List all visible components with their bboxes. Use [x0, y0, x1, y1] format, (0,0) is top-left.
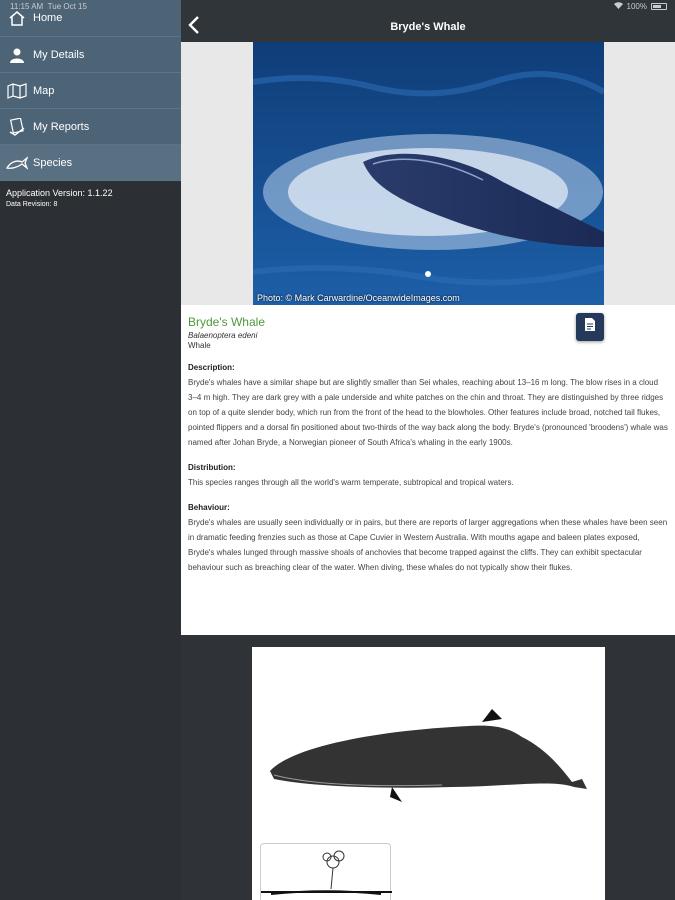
back-button[interactable]	[186, 16, 202, 38]
description-text: Bryde's whales have a similar shape but are slightly smaller than Sei whales, reaching about 13–16 m long. The blow rises in a cloud 3–4 m high. They are dark grey with a pale underside and white patches on the chin and throat. They are distinguished by three ridges on top of a quite slender body, which run from the front of the head to the blowholes. Other features include broad, notched tail flukes, pointed flippers and a dorsal fin positioned about two-thirds of the way back along the body. Bryde's (pronounced 'broodens') whale was named after Johan Bryde, a Norwegian pioneer of South Africa's whaling in the early 1900s.	[188, 378, 668, 447]
species-type: Whale	[188, 341, 211, 350]
data-revision: Data Revision: 8	[6, 201, 58, 208]
sidebar	[0, 0, 181, 900]
sidebar-item-label: Species	[33, 156, 73, 169]
description-section	[188, 363, 668, 450]
behaviour-text: Bryde's whales are usually seen individually or in pairs, but there are reports of larger aggregations when these whales have been seen in dramatic feeding frenzies such as those at Cape Cuvier in Western Australia. With mouths agape and baleen plates exposed, Bryde's whales lunged through massive shoals of anchovies that become trapped against the cliffs. They can exhibit spectacular behaviour such as breaching clear of the water. When diving, these whales do not typically show their flukes.	[188, 518, 668, 572]
carousel-dot[interactable]	[425, 271, 431, 277]
photo-carousel[interactable]	[181, 42, 675, 305]
status-time: 11:15 AM	[10, 2, 44, 11]
behaviour-section	[188, 503, 668, 575]
battery-percent: 100%	[626, 2, 647, 11]
status-bar	[0, 0, 675, 14]
wifi-icon	[614, 2, 623, 11]
sidebar-item-label: Map	[33, 84, 55, 97]
app-version: Application Version: 1.1.22	[6, 188, 113, 198]
version-info	[0, 181, 181, 215]
person-icon	[6, 45, 28, 65]
distribution-section	[188, 463, 668, 490]
whale-photo	[253, 42, 604, 305]
scientific-name: Balaenoptera edeni	[188, 331, 258, 340]
reports-icon	[6, 117, 28, 137]
sidebar-item-label: Home	[33, 12, 63, 24]
chevron-left-icon	[188, 15, 200, 40]
map-icon	[6, 81, 28, 101]
sidebar-item-map[interactable]	[0, 73, 181, 109]
sidebar-item-my-reports[interactable]	[0, 109, 181, 145]
sidebar-item-label: My Reports	[33, 120, 90, 133]
photo-credit: Photo: © Mark Carwardine/OceanwideImages.com	[257, 293, 460, 303]
species-icon	[6, 153, 28, 173]
sidebar-item-label: My Details	[33, 48, 85, 61]
sidebar-item-my-details[interactable]	[0, 37, 181, 73]
battery-icon	[651, 3, 667, 10]
status-right	[614, 2, 667, 11]
status-date: Tue Oct 15	[47, 2, 87, 11]
species-detail	[181, 305, 675, 635]
status-time-date	[10, 2, 87, 11]
common-name: Bryde's Whale	[188, 315, 265, 329]
page-title: Bryde's Whale	[390, 21, 466, 33]
document-button[interactable]	[576, 313, 604, 341]
whale-illustration	[252, 647, 605, 900]
blow-thumbnail[interactable]	[260, 843, 391, 900]
sidebar-menu	[0, 0, 181, 181]
description-heading: Description:	[188, 363, 235, 372]
behaviour-heading: Behaviour:	[188, 503, 230, 512]
document-icon	[584, 317, 596, 337]
sidebar-item-species[interactable]	[0, 145, 181, 181]
distribution-text: This species ranges through all the world's warm temperate, subtropical and tropical waters.	[188, 478, 514, 487]
distribution-heading: Distribution:	[188, 463, 236, 472]
